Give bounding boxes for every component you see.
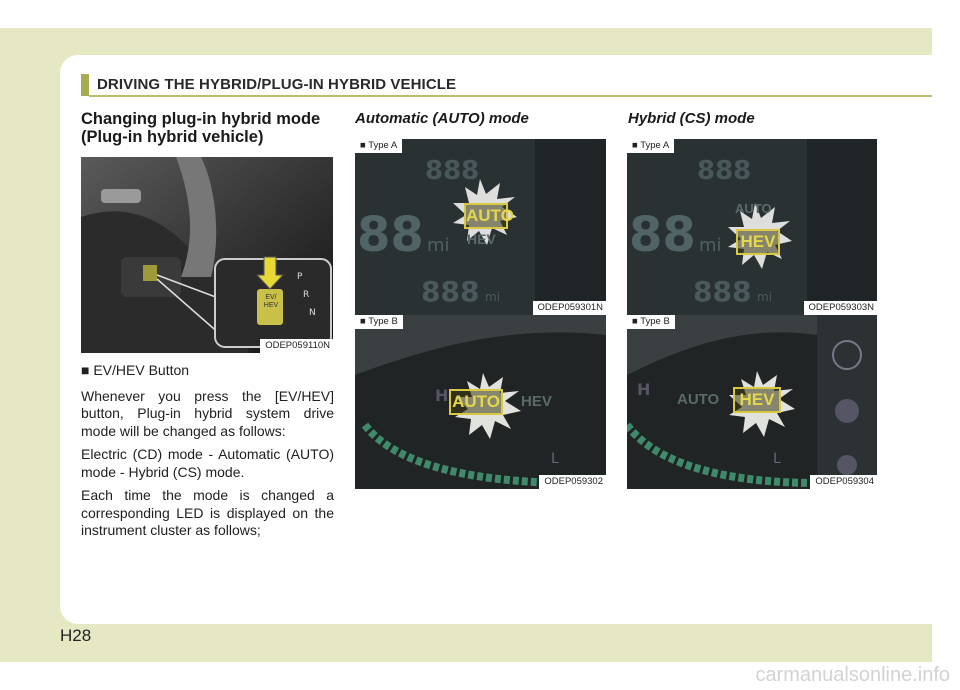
watermark: carmanualsonline.info <box>755 664 950 686</box>
figure-auto-type-b <box>355 315 606 489</box>
svg-text:mi: mi <box>757 290 773 304</box>
figure-code: ODEP059303N <box>804 301 877 315</box>
figure-hev-type-b <box>627 315 877 489</box>
figure-console <box>81 157 333 353</box>
figure-code: ODEP059301N <box>533 301 606 315</box>
svg-text:mi: mi <box>485 290 501 304</box>
svg-text:888: 888 <box>693 275 752 308</box>
svg-text:88: 88 <box>357 207 424 263</box>
mode-indicator-auto: AUTO <box>449 389 503 415</box>
mode-indicator-hev: HEV <box>733 387 781 413</box>
section-title <box>81 110 341 146</box>
svg-text:888: 888 <box>697 156 752 186</box>
page-number: H28 <box>60 626 92 645</box>
type-tag: ■ Type A <box>627 139 674 153</box>
svg-text:L: L <box>551 451 559 467</box>
subtitle-hybrid: Hybrid (CS) mode <box>628 110 755 127</box>
cluster-illustration <box>627 139 877 315</box>
figure-code: ODEP059304 <box>810 475 877 489</box>
svg-text:N: N <box>309 308 316 318</box>
svg-text:L: L <box>773 451 781 467</box>
section-title-line2: (Plug-in hybrid vehicle) <box>81 128 264 146</box>
type-tag: ■ Type B <box>355 315 403 329</box>
type-tag: ■ Type B <box>627 315 675 329</box>
figure-hev-type-a <box>627 139 877 315</box>
ev-hev-button-label: EV/ HEV <box>263 294 279 309</box>
header-rule <box>89 95 932 97</box>
subtitle-auto: Automatic (AUTO) mode <box>355 110 529 127</box>
figure-auto-type-a <box>355 139 606 315</box>
svg-text:888: 888 <box>425 156 480 186</box>
svg-text:88: 88 <box>629 207 696 263</box>
header-accent-bar <box>81 74 89 96</box>
figure-code: ODEP059110N <box>260 339 333 353</box>
svg-text:H: H <box>435 386 449 405</box>
mode-indicator-dim: AUTO <box>735 201 772 216</box>
header-title: DRIVING THE HYBRID/PLUG-IN HYBRID VEHICLE <box>97 76 457 93</box>
bullet-ev-hev-button: ■ EV/HEV Button <box>81 362 190 378</box>
mode-indicator-hev: HEV <box>736 229 780 255</box>
paragraph-3: Each time the mode is changed a corresponding LED is displayed on the instrument cluster as follows; <box>81 487 334 538</box>
mode-indicator-auto: AUTO <box>464 203 508 229</box>
svg-text:mi: mi <box>699 235 722 256</box>
svg-text:H: H <box>637 380 651 399</box>
paragraph-1: Whenever you press the [EV/HEV] button, Plug-in hybrid system drive mode will be changed as follows: <box>81 387 334 439</box>
figure-code: ODEP059302 <box>539 475 606 489</box>
svg-text:R: R <box>303 290 310 300</box>
svg-text:P: P <box>297 272 303 282</box>
mode-indicator-dim: HEV <box>467 231 496 247</box>
mode-indicator-dim: AUTO <box>677 391 720 408</box>
body-text <box>81 362 334 546</box>
svg-text:mi: mi <box>427 235 450 256</box>
section-header <box>81 74 932 96</box>
console-illustration <box>81 157 333 353</box>
paragraph-2: Electric (CD) mode - Automatic (AUTO) mode - Hybrid (CS) mode. <box>81 446 334 480</box>
mode-indicator-dim: HEV <box>521 393 552 410</box>
section-title-line1: Changing plug-in hybrid mode <box>81 110 321 128</box>
svg-text:888: 888 <box>421 275 480 308</box>
type-tag: ■ Type A <box>355 139 402 153</box>
